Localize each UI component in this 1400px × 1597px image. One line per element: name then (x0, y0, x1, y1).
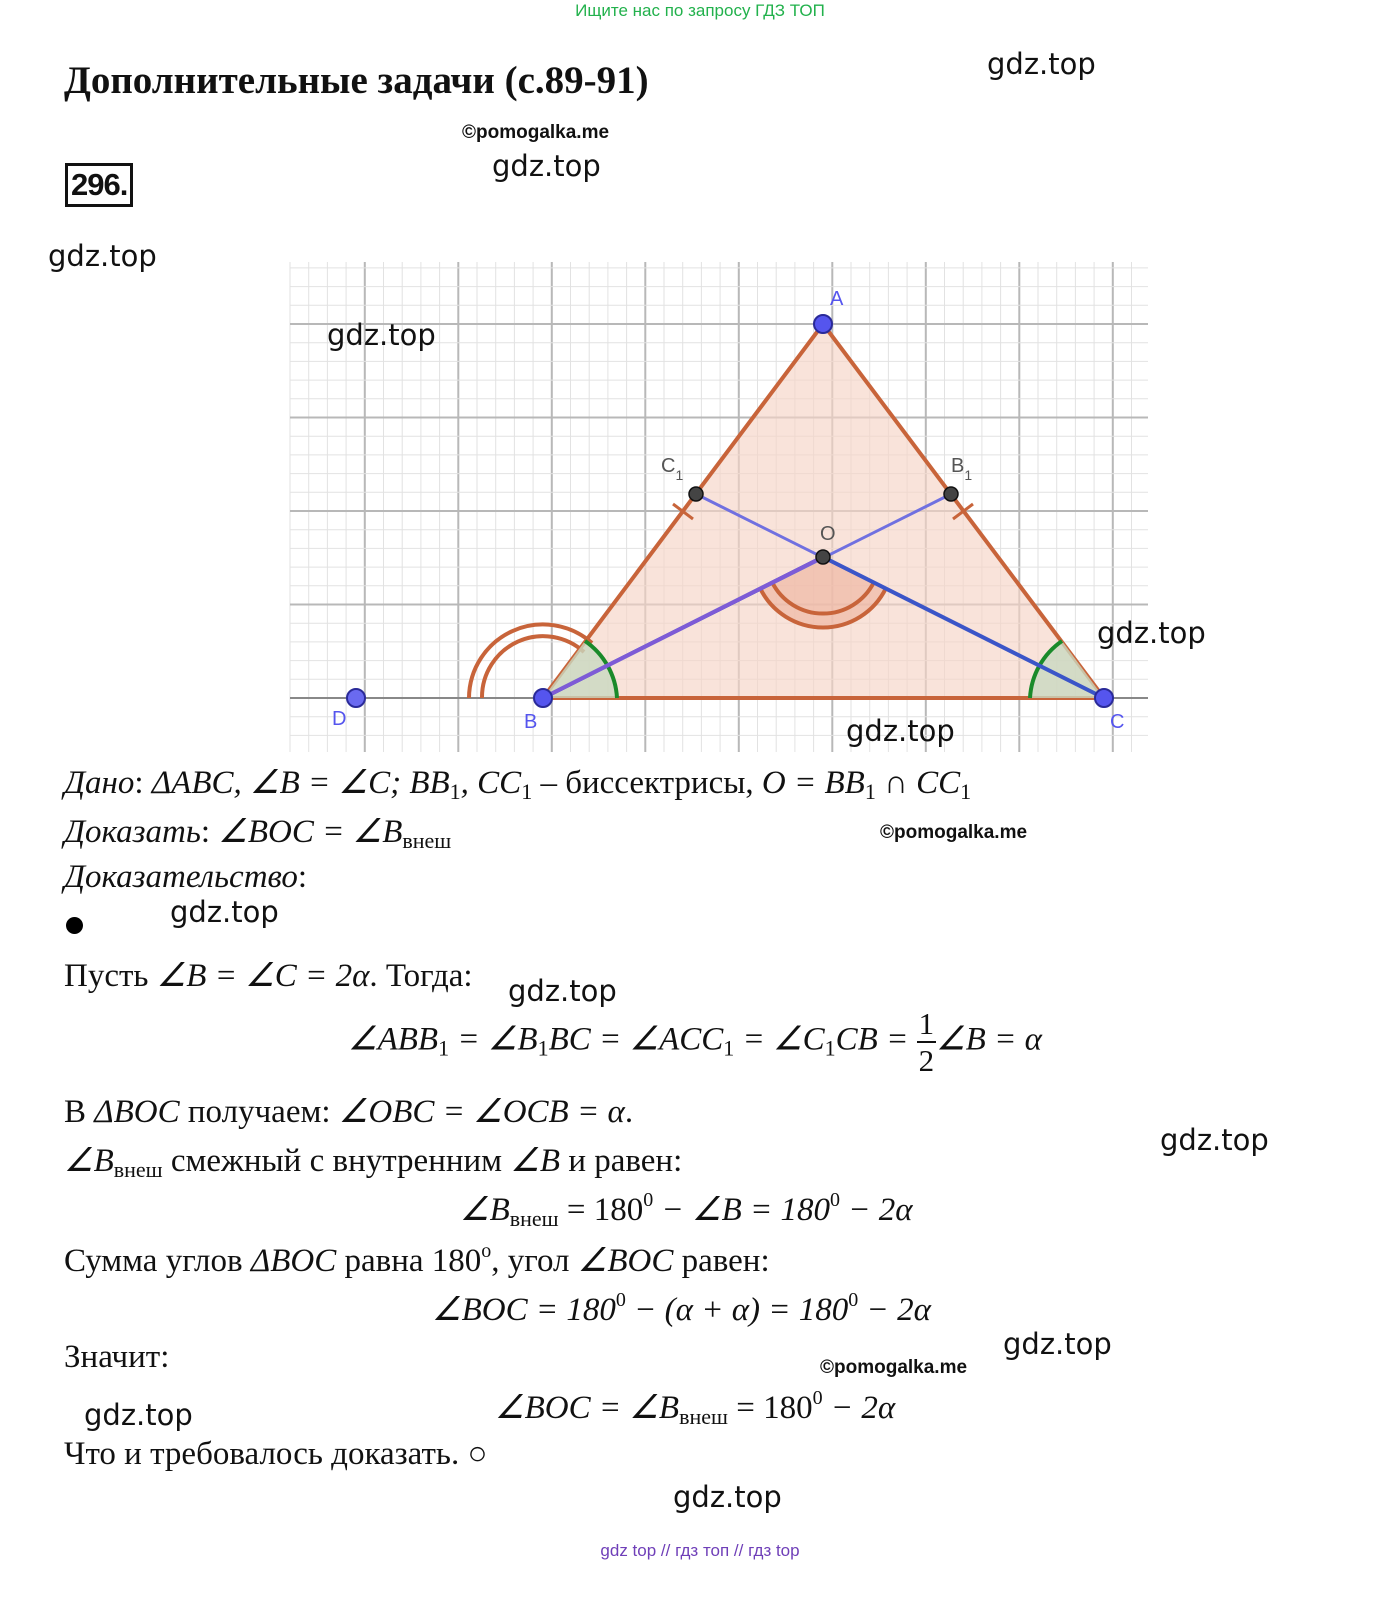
equation-external-angle: $\angle B_{внеш} = 180^0$ − ∠B = $180^0 - 2\alpha$ (460, 1189, 913, 1231)
equation-conclusion: ∠BOC = $\angle B_{внеш} = 180^0 - 2\alpha$ (495, 1387, 896, 1429)
given-line: Дано: ΔABC, ∠B = ∠C; $BB_1$, $CC_1$ – биссектрисы, $O = BB_1$ ∩ $CC_1$ (64, 765, 972, 804)
let-line: Пусть ∠B = ∠C = 2α. Тогда: (64, 958, 473, 994)
watermark: gdz.top (1003, 1327, 1112, 1361)
point-c (1095, 689, 1113, 707)
footer-links[interactable]: gdz top // гдз топ // гдз top (600, 1541, 800, 1560)
label-a: A (830, 288, 844, 310)
task-number: 296. (65, 163, 133, 207)
point-a (814, 315, 832, 333)
fraction-one-half: $\frac{1}{2}$ (918, 1006, 935, 1078)
in-boc-line: В ΔBOC получаем: ∠OBC = ∠OCB = α. (64, 1094, 634, 1130)
copyright-mark: ©pomogalka.me (820, 1357, 968, 1378)
angle-sum-line: Сумма углов ΔBOC равна 180$^o$, угол ∠BOC равен: (64, 1240, 770, 1279)
watermark: gdz.top (508, 974, 617, 1008)
page-title: Дополнительные задачи (с.89-91) (64, 59, 649, 102)
point-o (816, 550, 830, 564)
watermark: gdz.top (1097, 616, 1206, 650)
label-o: O (820, 523, 836, 545)
qed-line: Что и требовалось доказать. ○ (64, 1436, 488, 1472)
geometry-figure (0, 0, 1400, 770)
point-d (347, 689, 365, 707)
label-b1: $B_1$ (951, 455, 973, 483)
watermark: gdz.top (673, 1480, 782, 1514)
copyright-mark: ©pomogalka.me (880, 822, 1028, 843)
equation-boc: ∠BOC = $180^0 - (\alpha + \alpha) = 180^0 - 2\alpha$ (432, 1289, 931, 1328)
label-c: C (1110, 711, 1125, 733)
label-b: B (524, 711, 538, 733)
point-b1 (944, 487, 958, 501)
search-banner[interactable]: Ищите нас по запросу ГДЗ ТОП (575, 1, 825, 20)
copyright-mark: ©pomogalka.me (462, 122, 610, 143)
point-b (534, 689, 552, 707)
watermark: gdz.top (170, 895, 279, 929)
equation-bisector-angles: $\angle ABB_1$ = $\angle B_1BC$ = $\angle ACC_1$ = $\angle C_1CB$ = $\frac{1}{2}$ ∠B = α (348, 1006, 1042, 1078)
external-angle-line: $\angle B_{внеш}$ смежный с внутренним ∠B и равен: (64, 1143, 683, 1182)
label-c1: $C_1$ (661, 455, 684, 483)
watermark: gdz.top (84, 1398, 193, 1432)
watermark: gdz.top (987, 47, 1096, 81)
watermark: gdz.top (846, 714, 955, 748)
prove-line: Доказать: ∠BOC = $\angle B_{внеш}$ (64, 814, 452, 853)
watermark: gdz.top (48, 239, 157, 273)
therefore-line: Значит: (64, 1339, 170, 1375)
proof-label: Доказательство: (64, 859, 308, 895)
watermark: gdz.top (1160, 1123, 1269, 1157)
watermark: gdz.top (492, 149, 601, 183)
label-d: D (332, 708, 347, 730)
bullet-icon (66, 917, 83, 934)
point-c1 (689, 487, 703, 501)
watermark: gdz.top (327, 318, 436, 352)
